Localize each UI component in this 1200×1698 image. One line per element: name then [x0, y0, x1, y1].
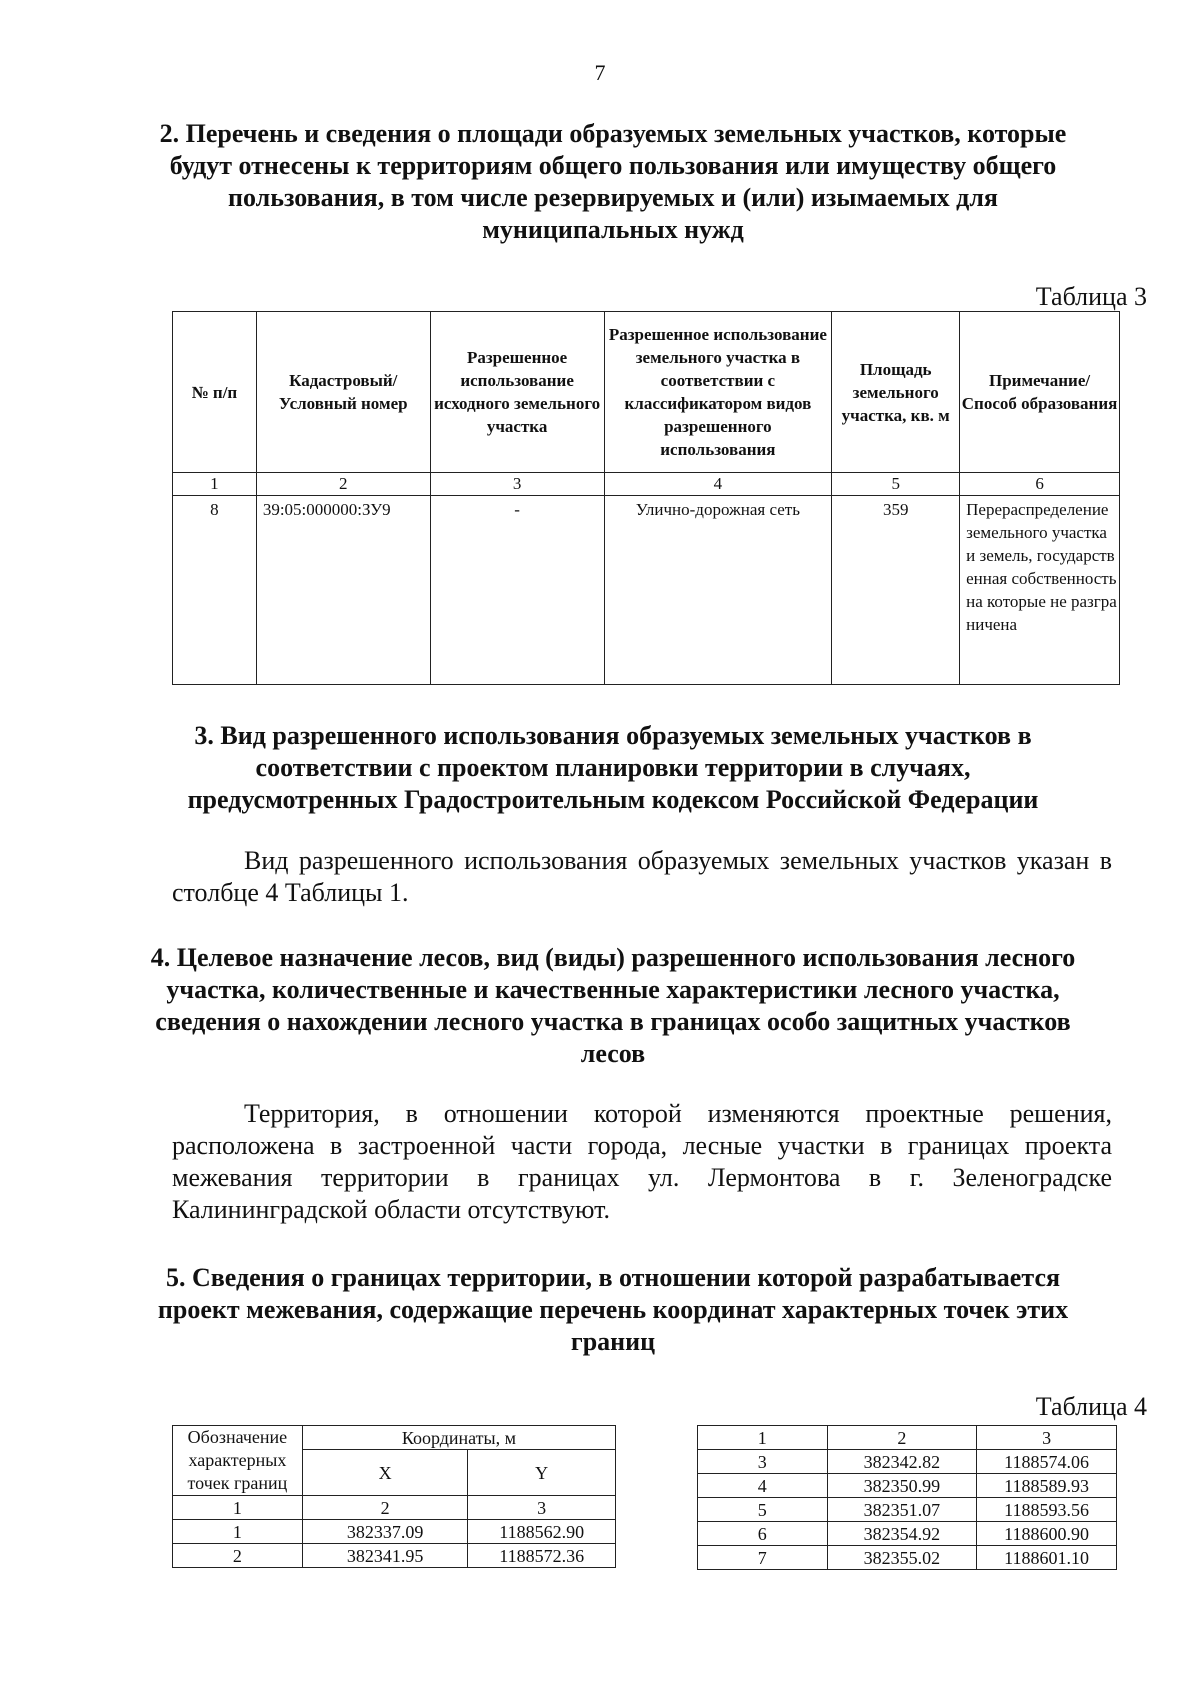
section-4-text-content: Территория, в отношении которой изменяются проектные решения, расположена в застроенной части города, лесные участки в границах проекта межевания территории в границах ул. Лермонтова в г. Зеленоградске Калининградской области отсутствуют.: [172, 1099, 1112, 1224]
col-number: 2: [256, 473, 430, 496]
col-number: 1: [698, 1426, 828, 1450]
cell-point: 3: [698, 1450, 828, 1474]
cell-point: 2: [173, 1544, 303, 1568]
cell-y: 1188601.10: [977, 1546, 1117, 1570]
col-number: 2: [302, 1496, 468, 1520]
table-row: [698, 1546, 1117, 1570]
table-4-left: [172, 1425, 616, 1568]
table-3-label: Таблица 3: [1035, 282, 1147, 311]
cell-x: 382354.92: [827, 1522, 977, 1546]
section-5-heading: 5. Сведения о границах территории, в отношении которой разрабатывается проект межевания, содержащие перечень координат характерных точек этих границ: [157, 1263, 1069, 1356]
col-number: 2: [827, 1426, 977, 1450]
col-header-cadastral: Кадастровый/ Условный номер: [256, 312, 430, 473]
table-row: [698, 1474, 1117, 1498]
col-number: 3: [430, 473, 604, 496]
table-3-column-numbers: [173, 473, 1120, 496]
cell-note: Перераспределение земельного участка и земель, государственная собственность на которые не разграничена: [960, 496, 1120, 685]
col-number: 1: [173, 1496, 303, 1520]
cell-original-use: -: [430, 496, 604, 685]
col-number: 1: [173, 473, 257, 496]
col-number: 3: [977, 1426, 1117, 1450]
cell-y: 1188572.36: [468, 1544, 616, 1568]
cell-y: 1188562.90: [468, 1520, 616, 1544]
col-number: 3: [468, 1496, 616, 1520]
cell-point: 4: [698, 1474, 828, 1498]
cell-y: 1188593.56: [977, 1498, 1117, 1522]
cell-y: 1188574.06: [977, 1450, 1117, 1474]
header-y: Y: [468, 1450, 616, 1496]
col-header-classified-use: Разрешенное использование земельного участка в соответствии с классификатором видов разрешенного использования: [604, 312, 832, 473]
cell-x: 382341.95: [302, 1544, 468, 1568]
column-numbers-row: [173, 1496, 616, 1520]
col-number: 4: [604, 473, 832, 496]
cell-classified-use: Улично-дорожная сеть: [604, 496, 832, 685]
col-header-number: № п/п: [173, 312, 257, 473]
cell-point: 5: [698, 1498, 828, 1522]
section-2-heading: 2. Перечень и сведения о площади образуемых земельных участков, которые будут отнесены к территориям общего пользования или имуществу общего пользования, в том числе резервируемых и (или) изымаемых для муниципальных нужд: [159, 119, 1067, 244]
table-row: [698, 1522, 1117, 1546]
table-row: [173, 1520, 616, 1544]
table-3: [172, 311, 1120, 685]
col-header-area: Площадь земельного участка, кв. м: [832, 312, 960, 473]
cell-area: 359: [832, 496, 960, 685]
cell-number: 8: [173, 496, 257, 685]
cell-y: 1188589.93: [977, 1474, 1117, 1498]
table-row: [173, 496, 1120, 685]
cell-x: 382337.09: [302, 1520, 468, 1544]
column-numbers-row: [698, 1426, 1117, 1450]
cell-y: 1188600.90: [977, 1522, 1117, 1546]
section-3-heading: 3. Вид разрешенного использования образуемых земельных участков в соответствии с проектом планировки территории в случаях, предусмотренных Градостроительным кодексом Российской Федерации: [187, 721, 1039, 814]
section-4-text: [172, 1098, 1112, 1226]
cell-point: 7: [698, 1546, 828, 1570]
section-3-text: [172, 845, 1112, 909]
header-point: Обозначение характерных точек границ: [173, 1426, 303, 1496]
header-coordinates: Координаты, м: [302, 1426, 615, 1450]
section-3-text-content: Вид разрешенного использования образуемых земельных участков указан в столбце 4 Таблицы 1.: [172, 846, 1112, 907]
cell-x: 382351.07: [827, 1498, 977, 1522]
header-x: X: [302, 1450, 468, 1496]
table-row: [698, 1450, 1117, 1474]
table-4-label: Таблица 4: [1035, 1392, 1147, 1421]
cell-point: 1: [173, 1520, 303, 1544]
page-number: 7: [594, 60, 606, 85]
cell-x: 382350.99: [827, 1474, 977, 1498]
table-row: [698, 1498, 1117, 1522]
cell-x: 382342.82: [827, 1450, 977, 1474]
col-header-original-use: Разрешенное использование исходного земельного участка: [430, 312, 604, 473]
table-row: [173, 1544, 616, 1568]
table-4-right: [697, 1425, 1117, 1570]
section-4-heading: 4. Целевое назначение лесов, вид (виды) разрешенного использования лесного участка, количественные и качественные характеристики лесного участка, сведения о нахождении лесного участка в границах особо защитных участков лесов: [150, 943, 1076, 1068]
table-3-header-row: [173, 312, 1120, 473]
col-header-note: Примечание/ Способ образования: [960, 312, 1120, 473]
cell-cadastral: 39:05:000000:ЗУ9: [256, 496, 430, 685]
col-number: 5: [832, 473, 960, 496]
cell-x: 382355.02: [827, 1546, 977, 1570]
col-number: 6: [960, 473, 1120, 496]
cell-point: 6: [698, 1522, 828, 1546]
